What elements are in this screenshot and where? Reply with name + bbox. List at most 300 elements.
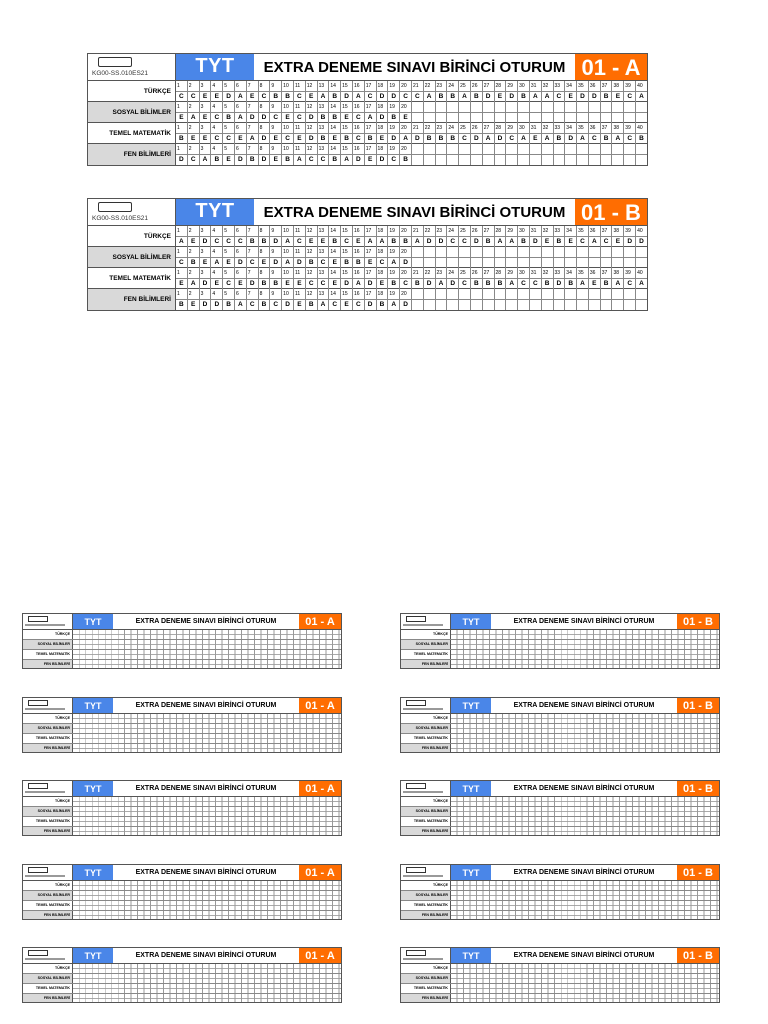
thumb-section-label: TÜRKÇE	[23, 797, 73, 806]
question-number: 15	[341, 144, 353, 154]
question-number: 2	[188, 226, 200, 236]
answer-cell: C	[400, 92, 412, 102]
question-number: 1	[176, 144, 188, 154]
answer-cell: E	[306, 237, 318, 247]
answer-cell	[530, 113, 542, 123]
thumb-booklet: 01 - B	[677, 865, 719, 880]
answer-cell: E	[294, 300, 306, 310]
question-number: 17	[365, 289, 377, 299]
thumb-section-label: SOSYAL BİLİMLER	[23, 807, 73, 816]
answer-cell: E	[200, 92, 212, 102]
question-number: 14	[329, 123, 341, 133]
answer-cell: A	[247, 134, 259, 144]
answer-cell: D	[235, 155, 247, 165]
answer-cell: B	[341, 134, 353, 144]
answer-cell: D	[247, 113, 259, 123]
question-number: 2	[188, 144, 200, 154]
answer-cell: E	[200, 258, 212, 268]
answer-cell: B	[247, 155, 259, 165]
thumb-section-row	[401, 734, 719, 744]
question-number: 9	[270, 289, 282, 299]
question-number: 14	[329, 226, 341, 236]
thumb-header	[401, 948, 719, 964]
question-number	[471, 102, 483, 112]
question-number: 23	[436, 268, 448, 278]
answer-cell	[424, 258, 436, 268]
question-number	[565, 102, 577, 112]
answer-cell: B	[471, 279, 483, 289]
section-label: TÜRKÇE	[88, 81, 176, 101]
question-number: 7	[247, 123, 259, 133]
question-number: 17	[365, 144, 377, 154]
answer-cell: E	[247, 92, 259, 102]
answer-cell	[459, 300, 471, 310]
thumb-section-row	[401, 744, 719, 753]
question-number: 7	[247, 144, 259, 154]
question-number	[577, 247, 589, 257]
question-number: 2	[188, 268, 200, 278]
answer-cell: D	[483, 92, 495, 102]
question-number: 13	[318, 81, 330, 91]
answer-cell	[554, 258, 566, 268]
question-number: 10	[282, 102, 294, 112]
thumb-answer-grid	[451, 891, 719, 900]
thumb-section-label: FEN BİLİMLERİ	[23, 994, 73, 1003]
answer-cell: A	[400, 134, 412, 144]
thumb-header	[23, 948, 341, 964]
thumb-answer-grid	[73, 817, 341, 826]
answer-cell: D	[377, 155, 389, 165]
thumb-section-row	[401, 797, 719, 807]
thumb-section-row	[23, 891, 341, 901]
answer-cell: D	[388, 134, 400, 144]
exam-code: KG00-SS.010ES21	[92, 70, 149, 77]
question-number: 25	[459, 123, 471, 133]
answer-cell: D	[447, 279, 459, 289]
thumb-section-row	[23, 640, 341, 650]
answer-cell: B	[270, 279, 282, 289]
question-number: 12	[306, 289, 318, 299]
thumb-answer-grid	[73, 660, 341, 669]
question-number	[483, 247, 495, 257]
answer-cell: A	[589, 237, 601, 247]
question-number: 8	[259, 268, 271, 278]
question-number: 2	[188, 81, 200, 91]
thumb-logo	[401, 614, 451, 629]
question-number: 14	[329, 289, 341, 299]
question-number: 3	[200, 268, 212, 278]
answer-cell: D	[306, 134, 318, 144]
answer-cell: D	[424, 279, 436, 289]
answer-cell: E	[377, 134, 389, 144]
answer-cell: E	[176, 279, 188, 289]
thumb-section-label: TÜRKÇE	[401, 714, 451, 723]
question-number: 11	[294, 226, 306, 236]
question-number: 10	[282, 123, 294, 133]
answer-cell: A	[542, 134, 554, 144]
question-number	[424, 144, 436, 154]
answer-cell: E	[176, 113, 188, 123]
question-number: 16	[353, 247, 365, 257]
thumb-section-row	[401, 817, 719, 827]
question-number: 8	[259, 289, 271, 299]
answer-cell: A	[235, 113, 247, 123]
answer-cell: D	[282, 300, 294, 310]
thumb-answer-grid	[73, 911, 341, 920]
section-label: TÜRKÇE	[88, 226, 176, 246]
question-number: 19	[388, 289, 400, 299]
answer-cell: E	[365, 258, 377, 268]
question-number: 13	[318, 268, 330, 278]
question-number: 8	[259, 102, 271, 112]
question-number: 10	[282, 289, 294, 299]
question-number: 13	[318, 123, 330, 133]
answer-cell: A	[176, 237, 188, 247]
answer-cell: C	[211, 134, 223, 144]
answer-key-a	[87, 53, 648, 166]
answer-cell: B	[223, 300, 235, 310]
answer-cell	[495, 300, 507, 310]
question-number: 34	[565, 226, 577, 236]
thumb-section-label: SOSYAL BİLİMLER	[401, 640, 451, 649]
thumb-section-row	[23, 911, 341, 920]
question-number: 5	[223, 247, 235, 257]
thumb-section-label: TEMEL MATEMATİK	[401, 984, 451, 993]
question-number: 7	[247, 81, 259, 91]
answer-cell	[554, 113, 566, 123]
question-number	[601, 144, 613, 154]
answer-cell: D	[577, 92, 589, 102]
answer-cell: E	[341, 113, 353, 123]
thumb-section-label: FEN BİLİMLERİ	[23, 911, 73, 920]
answer-cell: D	[400, 300, 412, 310]
question-number	[506, 102, 518, 112]
thumb-section-label: TEMEL MATEMATİK	[23, 984, 73, 993]
question-number: 12	[306, 123, 318, 133]
question-number: 15	[341, 289, 353, 299]
answer-cell: C	[270, 300, 282, 310]
thumb-answer-grid	[73, 724, 341, 733]
thumb-logo	[23, 614, 73, 629]
answer-cell	[447, 113, 459, 123]
answer-cell	[518, 155, 530, 165]
question-number: 16	[353, 123, 365, 133]
answer-cell: E	[200, 113, 212, 123]
question-number: 4	[211, 123, 223, 133]
thumb-booklet: 01 - A	[299, 948, 341, 963]
question-number: 23	[436, 81, 448, 91]
question-number: 7	[247, 247, 259, 257]
question-number: 5	[223, 268, 235, 278]
thumb-answer-grid	[73, 797, 341, 806]
thumb-section-label: TEMEL MATEMATİK	[23, 734, 73, 743]
thumb-section-row	[401, 901, 719, 911]
answer-cell	[636, 113, 647, 123]
answer-cell: A	[542, 92, 554, 102]
answer-cell: E	[211, 92, 223, 102]
thumb-header	[401, 614, 719, 630]
answer-cell: D	[176, 155, 188, 165]
answer-cell: C	[306, 155, 318, 165]
question-number: 29	[506, 123, 518, 133]
answer-cell	[436, 113, 448, 123]
question-number: 4	[211, 268, 223, 278]
question-number	[471, 289, 483, 299]
thumb-answer-grid	[73, 650, 341, 659]
answer-cell: A	[235, 92, 247, 102]
thumb-answer-grid	[73, 640, 341, 649]
question-number: 5	[223, 144, 235, 154]
answer-cell: B	[565, 279, 577, 289]
thumb-answer-grid	[73, 630, 341, 639]
question-number: 36	[589, 81, 601, 91]
answer-cell	[412, 258, 424, 268]
question-number: 24	[447, 268, 459, 278]
question-number: 26	[471, 268, 483, 278]
question-number: 3	[200, 289, 212, 299]
question-number: 39	[624, 226, 636, 236]
answer-cell: B	[282, 155, 294, 165]
thumb-section-row	[23, 650, 341, 660]
question-number	[518, 102, 530, 112]
question-number: 19	[388, 247, 400, 257]
section-row	[88, 247, 647, 268]
answer-cell: E	[282, 279, 294, 289]
thumb-booklet: 01 - B	[677, 948, 719, 963]
thumb-answer-grid	[451, 984, 719, 993]
answer-key-thumbnail	[22, 613, 342, 669]
section-label: TEMEL MATEMATİK	[88, 268, 176, 288]
thumb-section-row	[401, 911, 719, 920]
section-row	[88, 123, 647, 144]
answer-cell: C	[176, 258, 188, 268]
question-number	[624, 144, 636, 154]
answer-cell: C	[282, 134, 294, 144]
answer-cell: B	[341, 258, 353, 268]
question-number	[412, 289, 424, 299]
thumb-answer-grid	[73, 984, 341, 993]
answer-cell: E	[530, 134, 542, 144]
answer-cell	[589, 300, 601, 310]
answer-cell: A	[436, 279, 448, 289]
question-number: 20	[400, 226, 412, 236]
answer-cell: C	[318, 155, 330, 165]
answer-cell: E	[542, 237, 554, 247]
question-number: 35	[577, 123, 589, 133]
answer-cell: A	[318, 300, 330, 310]
question-number: 8	[259, 123, 271, 133]
question-number: 19	[388, 226, 400, 236]
answer-key-thumbnail	[22, 947, 342, 1003]
answer-cell: B	[436, 134, 448, 144]
thumb-answer-grid	[451, 881, 719, 890]
answer-cell: A	[639, 280, 644, 287]
answer-cell: E	[223, 155, 235, 165]
thumb-section-row	[401, 724, 719, 734]
answer-cell	[495, 113, 507, 123]
thumb-section-row	[401, 964, 719, 974]
thumb-section-label: SOSYAL BİLİMLER	[23, 974, 73, 983]
question-number: 9	[270, 268, 282, 278]
thumb-title: EXTRA DENEME SINAVI BİRİNCİ OTURUM	[513, 785, 655, 792]
answer-cell: C	[624, 279, 636, 289]
question-number: 13	[318, 226, 330, 236]
answer-cell	[459, 258, 471, 268]
answer-cell: E	[294, 134, 306, 144]
thumb-answer-grid	[73, 714, 341, 723]
question-number: 1	[176, 268, 188, 278]
question-number	[483, 102, 495, 112]
answer-cell	[601, 258, 613, 268]
question-number: 32	[542, 268, 554, 278]
question-number	[483, 289, 495, 299]
question-number: 36	[589, 268, 601, 278]
question-number: 7	[247, 289, 259, 299]
question-number	[424, 247, 436, 257]
question-number: 19	[388, 81, 400, 91]
answer-cell	[447, 258, 459, 268]
answer-cell: C	[188, 155, 200, 165]
answer-cell	[636, 155, 647, 165]
exam-type-badge: TYT	[176, 199, 254, 225]
answer-cell: E	[188, 134, 200, 144]
question-number: 17	[365, 226, 377, 236]
answer-cell: C	[353, 300, 365, 310]
thumb-exam-type: TYT	[451, 614, 491, 629]
question-number: 26	[471, 81, 483, 91]
question-number: 3	[200, 247, 212, 257]
question-number	[565, 247, 577, 257]
answer-cell: D	[259, 134, 271, 144]
answer-cell: E	[294, 279, 306, 289]
thumb-title: EXTRA DENEME SINAVI BİRİNCİ OTURUM	[513, 952, 655, 959]
answer-cell	[518, 258, 530, 268]
thumb-answer-grid	[451, 807, 719, 816]
thumb-section-row	[23, 817, 341, 827]
question-number	[518, 144, 530, 154]
answer-cell: B	[176, 134, 188, 144]
question-number: 18	[377, 247, 389, 257]
answer-cell: C	[589, 134, 601, 144]
answer-cell: D	[377, 113, 389, 123]
question-number	[436, 247, 448, 257]
question-number: 20	[400, 81, 412, 91]
answer-cell	[601, 155, 613, 165]
question-number: 12	[306, 226, 318, 236]
answer-cell: C	[400, 279, 412, 289]
answer-cell: C	[624, 134, 636, 144]
answer-cell: C	[259, 92, 271, 102]
thumb-booklet: 01 - A	[299, 865, 341, 880]
answer-cell: B	[259, 300, 271, 310]
publisher-logo	[98, 57, 132, 67]
answer-cell	[542, 113, 554, 123]
thumb-section-label: TÜRKÇE	[401, 797, 451, 806]
thumb-title: EXTRA DENEME SINAVI BİRİNCİ OTURUM	[135, 785, 277, 792]
answer-cell: B	[223, 113, 235, 123]
question-number: 7	[247, 268, 259, 278]
answer-cell: D	[294, 258, 306, 268]
section-row	[88, 81, 647, 102]
thumb-section-row	[401, 807, 719, 817]
answer-cell: B	[483, 237, 495, 247]
answer-cell	[424, 300, 436, 310]
thumb-exam-type: TYT	[73, 698, 113, 713]
answer-key-thumbnail	[400, 864, 720, 920]
thumb-logo	[401, 948, 451, 963]
answer-cell: B	[318, 134, 330, 144]
thumb-section-row	[23, 797, 341, 807]
question-number: 5	[223, 123, 235, 133]
thumb-logo	[401, 865, 451, 880]
answer-cell: C	[318, 258, 330, 268]
question-number: 11	[294, 268, 306, 278]
question-number: 9	[270, 123, 282, 133]
thumb-section-label: TÜRKÇE	[23, 964, 73, 973]
thumb-section-row	[401, 630, 719, 640]
answer-cell: D	[495, 134, 507, 144]
question-number	[577, 289, 589, 299]
question-number: 1	[176, 102, 188, 112]
question-number: 22	[424, 226, 436, 236]
question-number: 18	[377, 81, 389, 91]
section-label: FEN BİLİMLERİ	[88, 289, 176, 310]
thumb-section-row	[23, 964, 341, 974]
question-number	[601, 289, 613, 299]
answer-cell: D	[200, 300, 212, 310]
question-number: 30	[518, 81, 530, 91]
question-number: 40	[637, 228, 643, 234]
answer-cell: B	[329, 92, 341, 102]
thumb-section-label: SOSYAL BİLİMLER	[401, 974, 451, 983]
question-number: 15	[341, 102, 353, 112]
thumb-header	[23, 614, 341, 630]
question-number: 6	[235, 81, 247, 91]
question-number: 2	[188, 247, 200, 257]
thumb-answer-grid	[451, 827, 719, 836]
question-number	[412, 102, 424, 112]
answer-cell	[459, 155, 471, 165]
question-number: 9	[270, 102, 282, 112]
thumb-logo	[23, 865, 73, 880]
question-number: 31	[530, 81, 542, 91]
question-number: 22	[424, 268, 436, 278]
answer-cell	[530, 258, 542, 268]
answer-cell: E	[235, 134, 247, 144]
answer-cell	[624, 300, 636, 310]
thumb-section-label: SOSYAL BİLİMLER	[401, 891, 451, 900]
answer-cell: B	[176, 300, 188, 310]
question-number: 26	[471, 226, 483, 236]
question-number: 20	[400, 268, 412, 278]
answer-cell: C	[459, 279, 471, 289]
answer-cell: A	[353, 92, 365, 102]
section-rows	[88, 226, 647, 310]
question-number	[495, 247, 507, 257]
question-number	[589, 247, 601, 257]
question-number: 4	[211, 81, 223, 91]
question-number: 40	[637, 125, 643, 131]
question-number: 10	[282, 268, 294, 278]
question-number: 16	[353, 144, 365, 154]
thumb-section-row	[23, 807, 341, 817]
question-number	[495, 102, 507, 112]
question-number: 25	[459, 226, 471, 236]
question-number: 32	[542, 81, 554, 91]
question-number	[577, 102, 589, 112]
answer-cell	[471, 113, 483, 123]
answer-cell: C	[530, 279, 542, 289]
